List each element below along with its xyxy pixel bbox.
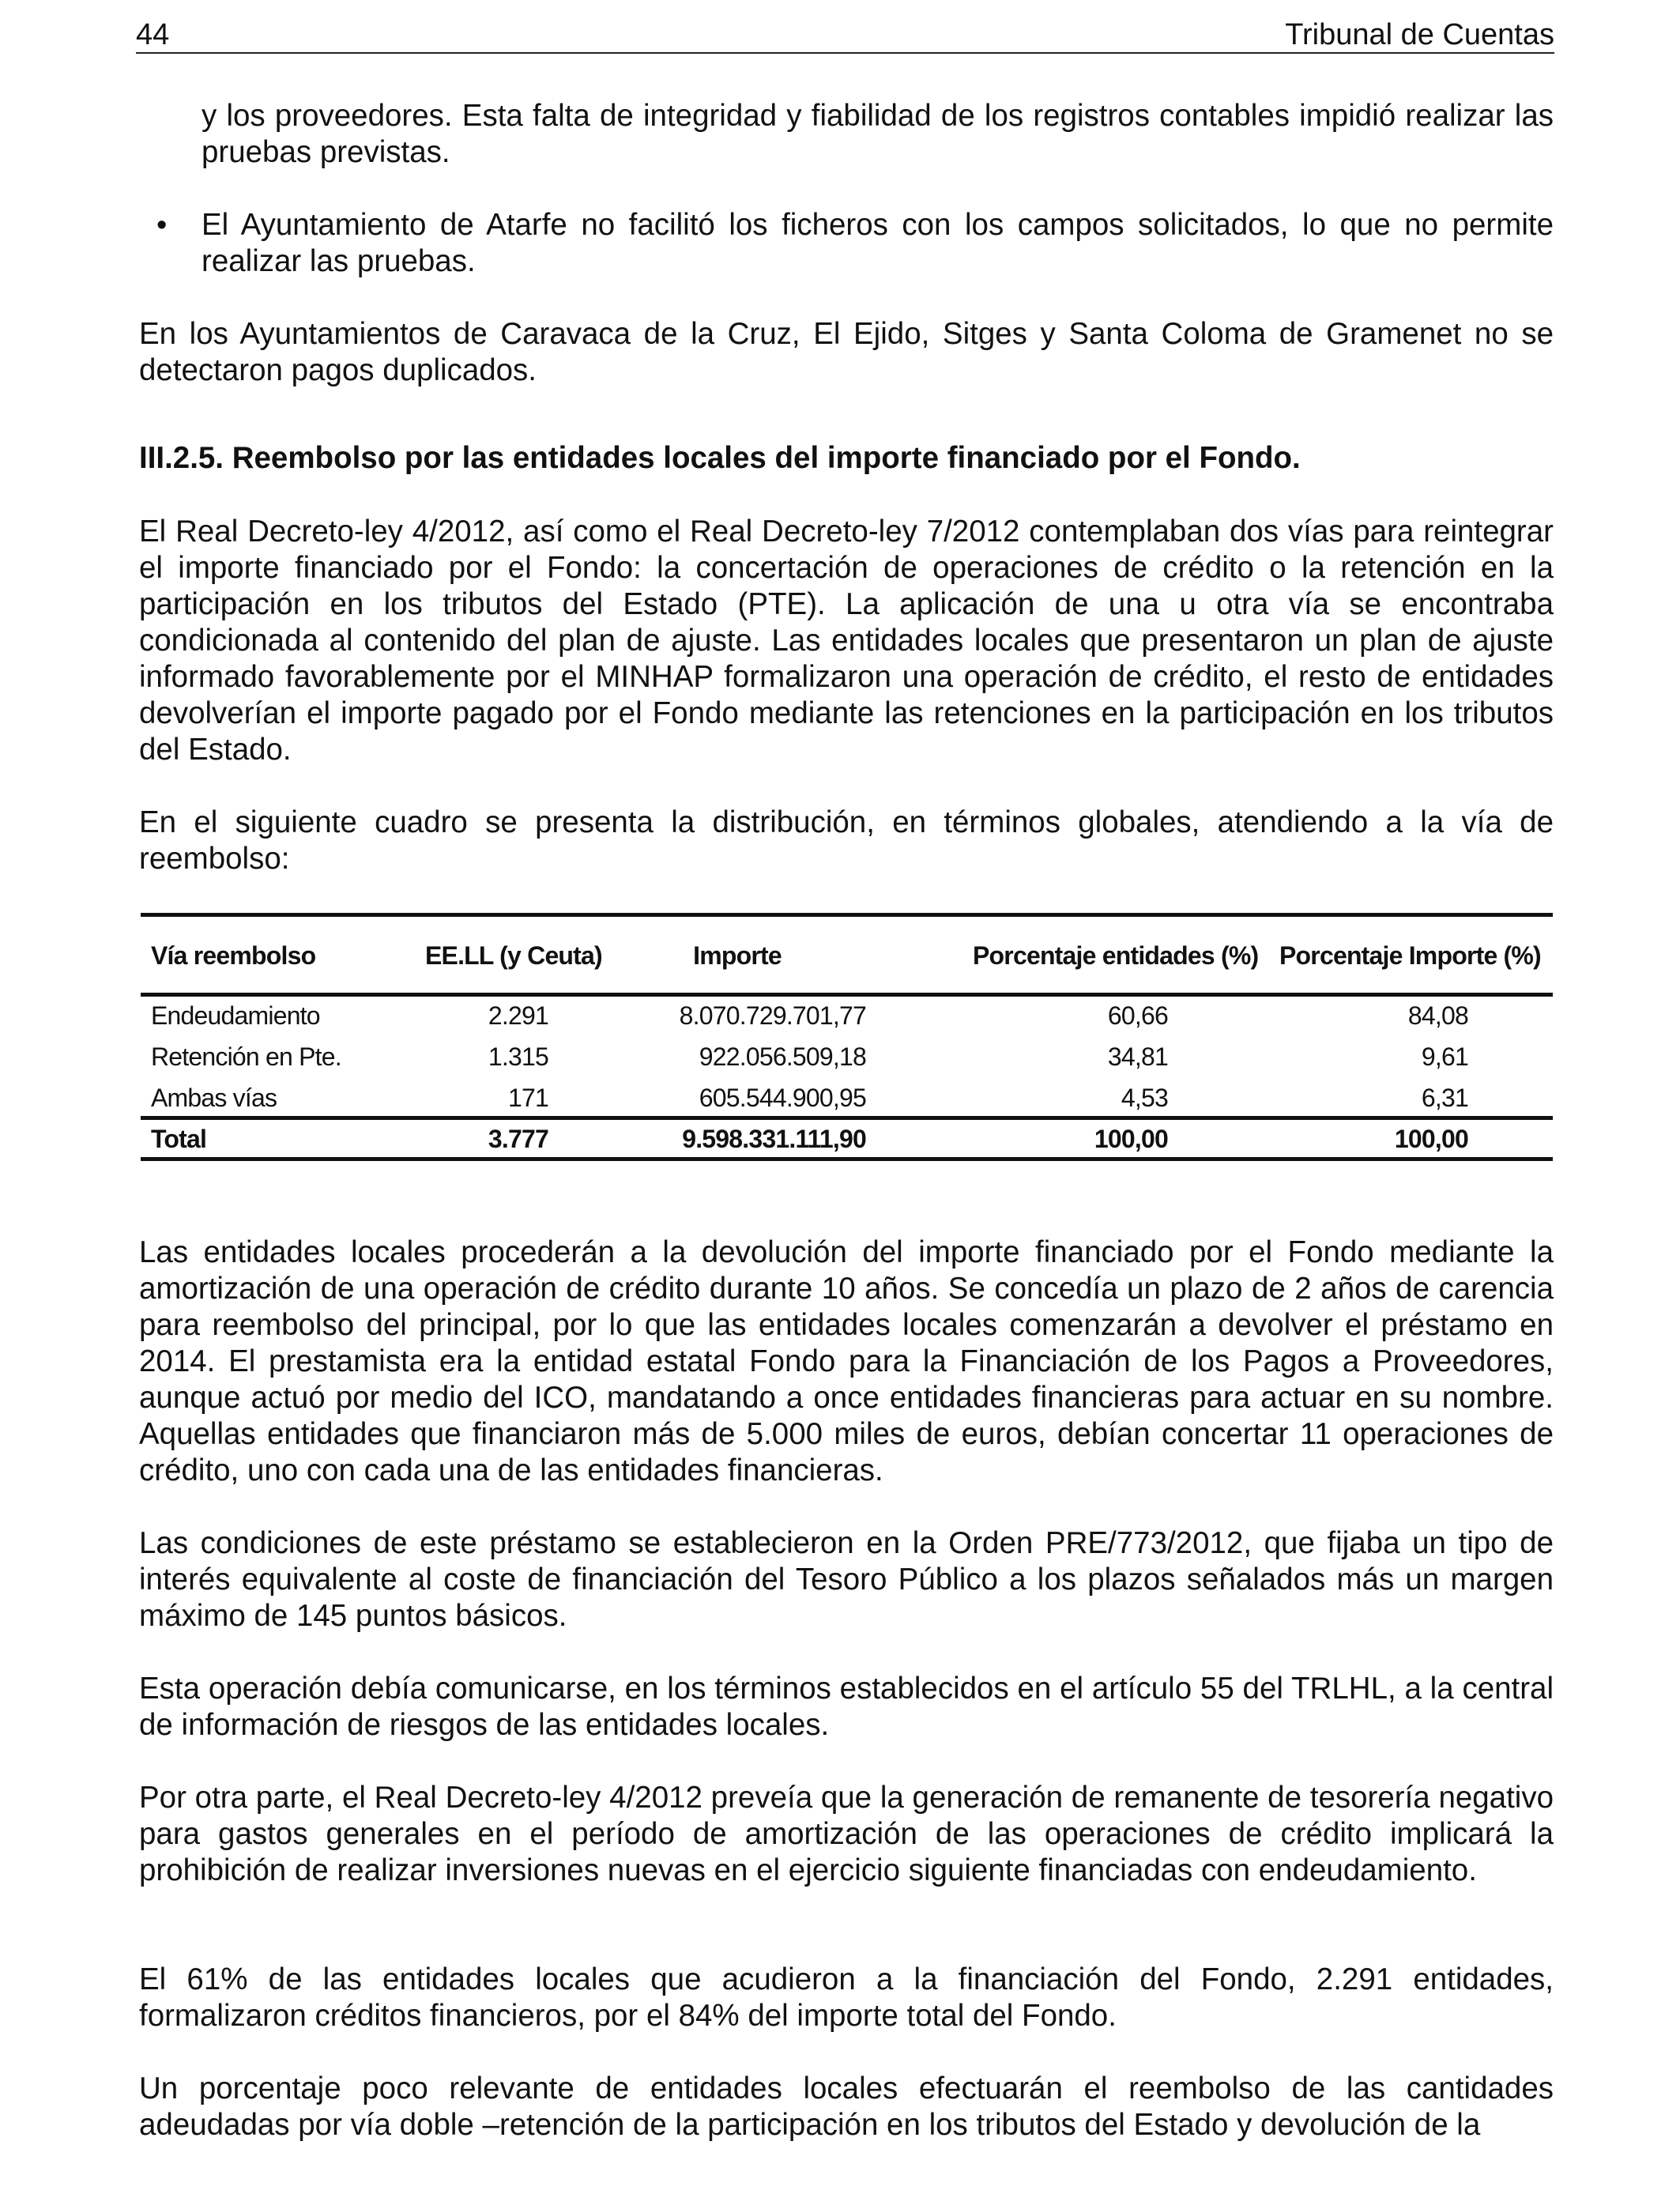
table-top-rule	[141, 913, 1553, 917]
paragraph: Las condiciones de este préstamo se establecieron en la Orden PRE/773/2012, que fijaba un tipo de interés equivalente al coste de financiación del Tesoro Público a los plazos señalados más un margen máximo de 145 puntos básicos.	[139, 1526, 1554, 1633]
table-total-rule	[141, 1116, 1553, 1120]
table-cell: 171	[508, 1084, 548, 1112]
bullet-paragraph: El Ayuntamiento de Atarfe no facilitó los ficheros con los campos solicitados, lo que no permite realizar las pruebas.	[202, 208, 1554, 278]
running-title: Tribunal de Cuentas	[1285, 18, 1554, 51]
table-cell: 9,61	[1421, 1042, 1468, 1071]
paragraph: El Real Decreto-ley 4/2012, así como el Real Decreto-ley 7/2012 contemplaban dos vías para reintegrar el importe financiado por el Fondo: la concertación de operaciones de crédito o la retención en la participación en los tributos del Estado (PTE). La aplicación de una u otra vía se encontraba condicionada al contenido del plan de ajuste. Las entidades locales que presentaron un plan de ajuste informado favorablemente por el MINHAP formalizaron una operación de crédito, el resto de entidades devolverían el importe pagado por el Fondo mediante las retenciones en la participación en los tributos del Estado.	[139, 515, 1554, 767]
table-cell: 34,81	[1107, 1042, 1168, 1071]
paragraph-continuation: y los proveedores. Esta falta de integridad y fiabilidad de los registros contables impidió realizar las pruebas previstas.	[202, 99, 1554, 169]
table-total-cell: 100,00	[1394, 1125, 1468, 1153]
table-cell: 922.056.509,18	[699, 1042, 866, 1071]
section-heading: III.2.5. Reembolso por las entidades locales del importe financiado por el Fondo.	[139, 441, 1301, 475]
paragraph: En los Ayuntamientos de Caravaca de la Cruz, El Ejido, Sitges y Santa Coloma de Gramenet no se detectaron pagos duplicados.	[139, 317, 1554, 387]
page-number: 44	[136, 18, 170, 51]
table-cell: 1.315	[488, 1042, 548, 1071]
table-cell: Ambas vías	[151, 1084, 277, 1112]
bullet-marker: •	[156, 209, 168, 242]
table-header-cell: Porcentaje entidades (%)	[973, 941, 1259, 970]
table-cell: 6,31	[1421, 1084, 1468, 1112]
paragraph: Por otra parte, el Real Decreto-ley 4/2012 preveía que la generación de remanente de tesorería negativo para gastos generales en el período de amortización de las operaciones de crédito implicará la prohibición de realizar inversiones nuevas en el ejercicio siguiente financiadas con endeudamiento.	[139, 1781, 1554, 1887]
page-header	[136, 17, 1554, 54]
table-header-cell: Vía reembolso	[151, 941, 316, 970]
table-cell: 4,53	[1121, 1084, 1168, 1112]
table-bottom-rule	[141, 1157, 1553, 1161]
table-total-cell: 3.777	[488, 1125, 548, 1153]
table-total-label: Total	[151, 1125, 207, 1153]
table-header-cell: EE.LL (y Ceuta)	[425, 941, 602, 970]
table-header-cell: Importe	[693, 941, 782, 970]
table-cell: 8.070.729.701,77	[679, 1001, 866, 1030]
table-cell: 84,08	[1407, 1001, 1468, 1030]
paragraph: Las entidades locales procederán a la devolución del importe financiado por el Fondo mediante la amortización de una operación de crédito durante 10 años. Se concedía un plazo de 2 años de carencia para reembolso del principal, por lo que las entidades locales comenzarán a devolver el préstamo en 2014. El prestamista era la entidad estatal Fondo para la Financiación de los Pagos a Proveedores, aunque actuó por medio del ICO, mandatando a once entidades financieras para actuar en su nombre. Aquellas entidades que financiaron más de 5.000 miles de euros, debían concertar 11 operaciones de crédito, uno con cada una de las entidades financieras.	[139, 1235, 1554, 1487]
table-cell: 60,66	[1107, 1001, 1168, 1030]
table-cell: Retención en Pte.	[151, 1042, 341, 1071]
table-header-rule	[141, 993, 1553, 997]
paragraph: En el siguiente cuadro se presenta la distribución, en términos globales, atendiendo a la vía de reembolso:	[139, 805, 1554, 876]
table-cell: 2.291	[488, 1001, 548, 1030]
paragraph: Un porcentaje poco relevante de entidades locales efectuarán el reembolso de las cantidades adeudadas por vía doble –retención de la participación en los tributos del Estado y devolución de la	[139, 2071, 1554, 2142]
table-total-cell: 100,00	[1094, 1125, 1168, 1153]
table-header-cell: Porcentaje Importe (%)	[1279, 941, 1541, 970]
table-total-cell: 9.598.331.111,90	[682, 1125, 866, 1153]
paragraph: El 61% de las entidades locales que acudieron a la financiación del Fondo, 2.291 entidades, formalizaron créditos financieros, por el 84% del importe total del Fondo.	[139, 1962, 1554, 2033]
paragraph: Esta operación debía comunicarse, en los términos establecidos en el artículo 55 del TRLHL, a la central de información de riesgos de las entidades locales.	[139, 1672, 1554, 1742]
table-cell: Endeudamiento	[151, 1001, 320, 1030]
table-cell: 605.544.900,95	[699, 1084, 866, 1112]
